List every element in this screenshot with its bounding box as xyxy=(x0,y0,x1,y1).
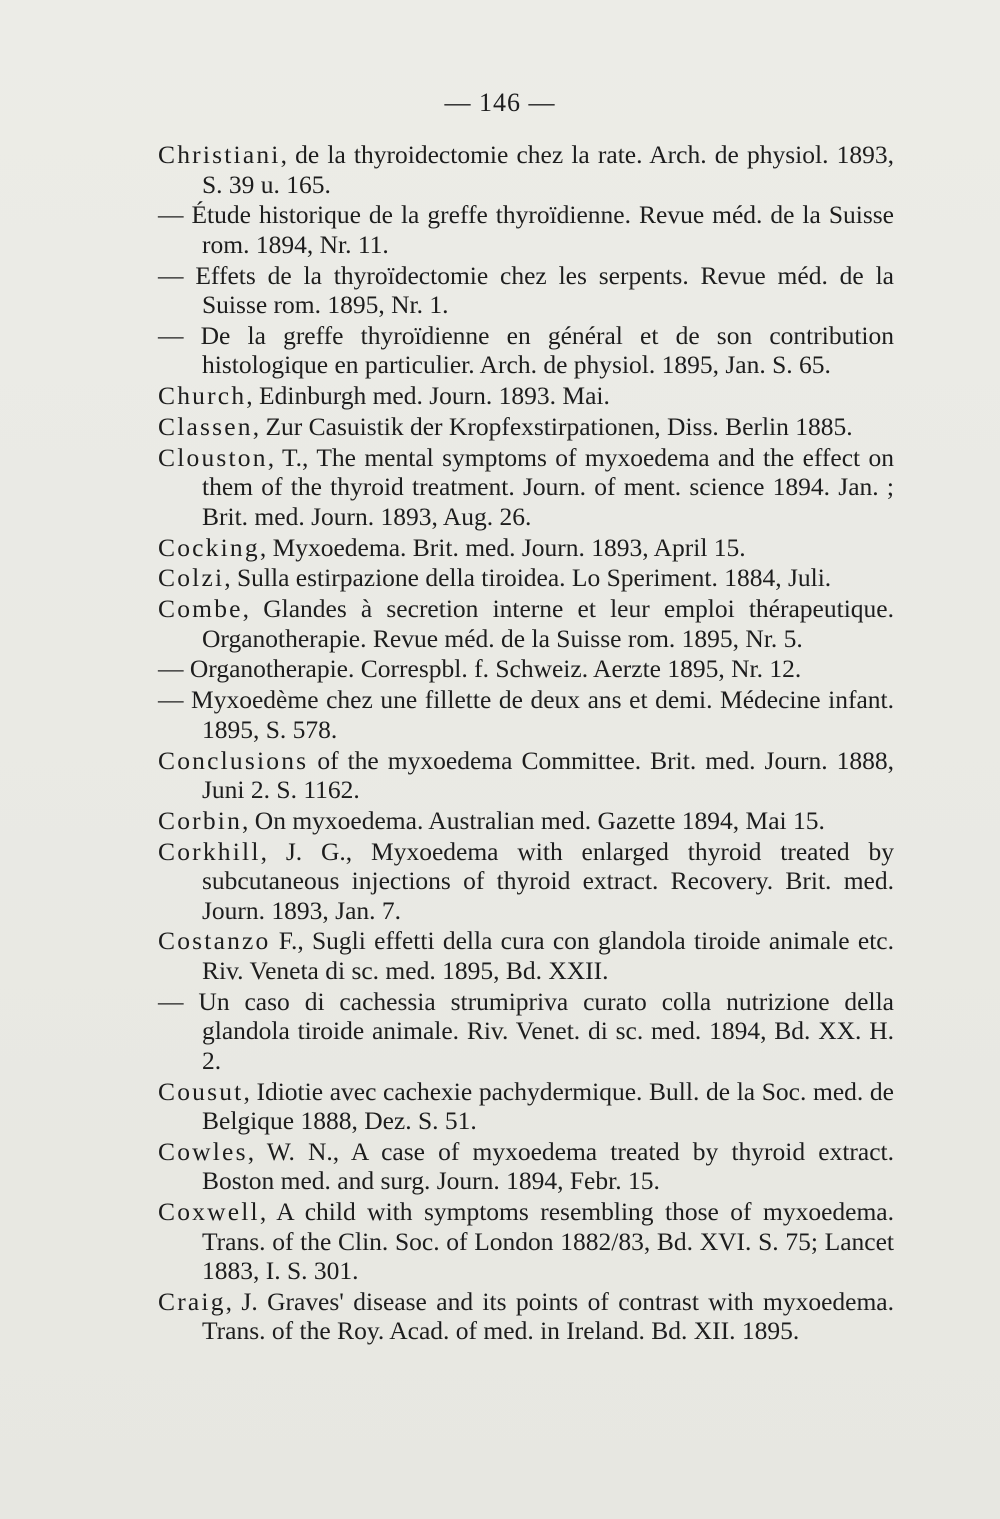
entry-author: Cowles xyxy=(158,1136,248,1166)
bibliography-entry xyxy=(158,443,894,532)
bibliography-entry xyxy=(158,140,894,199)
bibliography-entry xyxy=(158,412,894,442)
entry-author: Christiani xyxy=(158,140,281,169)
bibliography-entry xyxy=(158,533,894,563)
bibliography-entry xyxy=(158,1287,894,1346)
entry-author: Combe xyxy=(158,594,243,624)
page-number: — 146 — xyxy=(444,88,556,117)
bibliography-entry xyxy=(158,321,894,380)
entry-text: , J. Graves' disease and its points of contrast with myxoedema. Trans. of the Roy. Acad. of med. in Ireland. Bd. XII. 1895. xyxy=(202,1286,894,1346)
entry-text: , Myxoedema. Brit. med. Journ. 1893, April 15. xyxy=(259,532,746,562)
bibliography-entry xyxy=(158,200,894,259)
entry-text: , On myxoedema. Australian med. Gazette 1894, Mai 15. xyxy=(242,805,825,835)
entry-text: , Sulla estirpazione della tiroidea. Lo Speriment. 1884, Juli. xyxy=(224,563,832,593)
entry-author: Cocking xyxy=(158,532,260,562)
entry-author: Cousut xyxy=(158,1076,244,1106)
bibliography-entry xyxy=(158,594,894,653)
bibliography-entry xyxy=(158,926,894,985)
entry-text: , Edinburgh med. Journ. 1893. Mai. xyxy=(246,381,610,411)
entry-text: — Myxoedème chez une fillette de deux ans et demi. Médecine infant. 1895, S. 578. xyxy=(158,685,894,744)
entry-author: Classen xyxy=(158,411,253,441)
entry-text: , Zur Casuistik der Kropfexstirpationen, Diss. Berlin 1885. xyxy=(252,411,853,441)
bibliography-list xyxy=(158,140,894,1347)
entry-text: — Étude historique de la greffe thyroïdienne. Revue méd. de la Suisse rom. 1894, Nr. 11. xyxy=(158,200,894,259)
entry-author: Church xyxy=(158,381,247,411)
bibliography-entry xyxy=(158,654,894,684)
entry-text: , T., The mental symptoms of myxoedema and the effect on them of the thyroid treatment. Journ. of ment. science 1894. Jan. ; Brit. med. Journ. 1893, Aug. 26. xyxy=(202,442,894,531)
entry-text: — Effets de la thyroïdectomie chez les serpents. Revue méd. de la Suisse rom. 1895, Nr. 1. xyxy=(158,260,894,320)
entry-text: , W. N., A case of myxoedema treated by thyroid extract. Boston med. and surg. Journ. 1894, Febr. 15. xyxy=(202,1136,894,1196)
bibliography-entry xyxy=(158,746,894,805)
entry-text: , Glandes à secretion interne et leur emploi thérapeutique. Organotherapie. Revue méd. de la Suisse rom. 1895, Nr. 5. xyxy=(202,594,894,653)
entry-author: Corbin xyxy=(158,805,243,835)
entry-author: Costanzo xyxy=(158,926,271,956)
bibliography-entry xyxy=(158,685,894,744)
bibliography-entry xyxy=(158,837,894,926)
entry-author: Coxwell xyxy=(158,1197,260,1227)
entry-text: F., Sugli effetti della cura con glandola tiroide animale etc. Riv. Veneta di sc. med. 1895, Bd. XXII. xyxy=(202,926,894,985)
bibliography-entry xyxy=(158,1197,894,1286)
bibliography-entry xyxy=(158,1077,894,1136)
entry-text: — De la greffe thyroïdienne en général et de son contribution histologique en particulier. Arch. de physiol. 1895, Jan. S. 65. xyxy=(158,320,894,380)
entry-author: Craig xyxy=(158,1286,226,1316)
bibliography-entry xyxy=(158,381,894,411)
entry-text: , Idiotie avec cachexie pachydermique. Bull. de la Soc. med. de Belgique 1888, Dez. S. 51. xyxy=(202,1076,894,1136)
entry-text: , J. G., Myxoedema with enlarged thyroid treated by subcutaneous injections of thyroid extract. Recovery. Brit. med. Journ. 1893, Jan. 7. xyxy=(202,836,894,925)
entry-author: Clouston xyxy=(158,442,268,472)
entry-author: Corkhill xyxy=(158,836,261,866)
entry-text: — Un caso di cachessia strumipriva curato colla nutrizione della glandola tiroide animale. Riv. Venet. di sc. med. 1894, Bd. XX. H. 2. xyxy=(158,986,894,1075)
entry-text: , de la thyroidectomie chez la rate. Arch. de physiol. 1893, S. 39 u. 165. xyxy=(202,140,894,199)
entry-text: — Organotherapie. Correspbl. f. Schweiz. Aerzte 1895, Nr. 12. xyxy=(158,654,802,684)
bibliography-entry xyxy=(158,987,894,1076)
entry-author: Colzi xyxy=(158,563,225,593)
entry-author: Conclusions xyxy=(158,745,309,775)
entry-text: , A child with symptoms resembling those of myxoedema. Trans. of the Clin. Soc. of London 1882/83, Bd. XVI. S. 75; Lancet 1883, I. S. 301. xyxy=(202,1197,894,1286)
bibliography-entry xyxy=(158,261,894,320)
bibliography-entry xyxy=(158,806,894,836)
bibliography-entry xyxy=(158,563,894,593)
entry-text: of the myxoedema Committee. Brit. med. Journ. 1888, Juni 2. S. 1162. xyxy=(202,745,894,805)
bibliography-entry xyxy=(158,1137,894,1196)
